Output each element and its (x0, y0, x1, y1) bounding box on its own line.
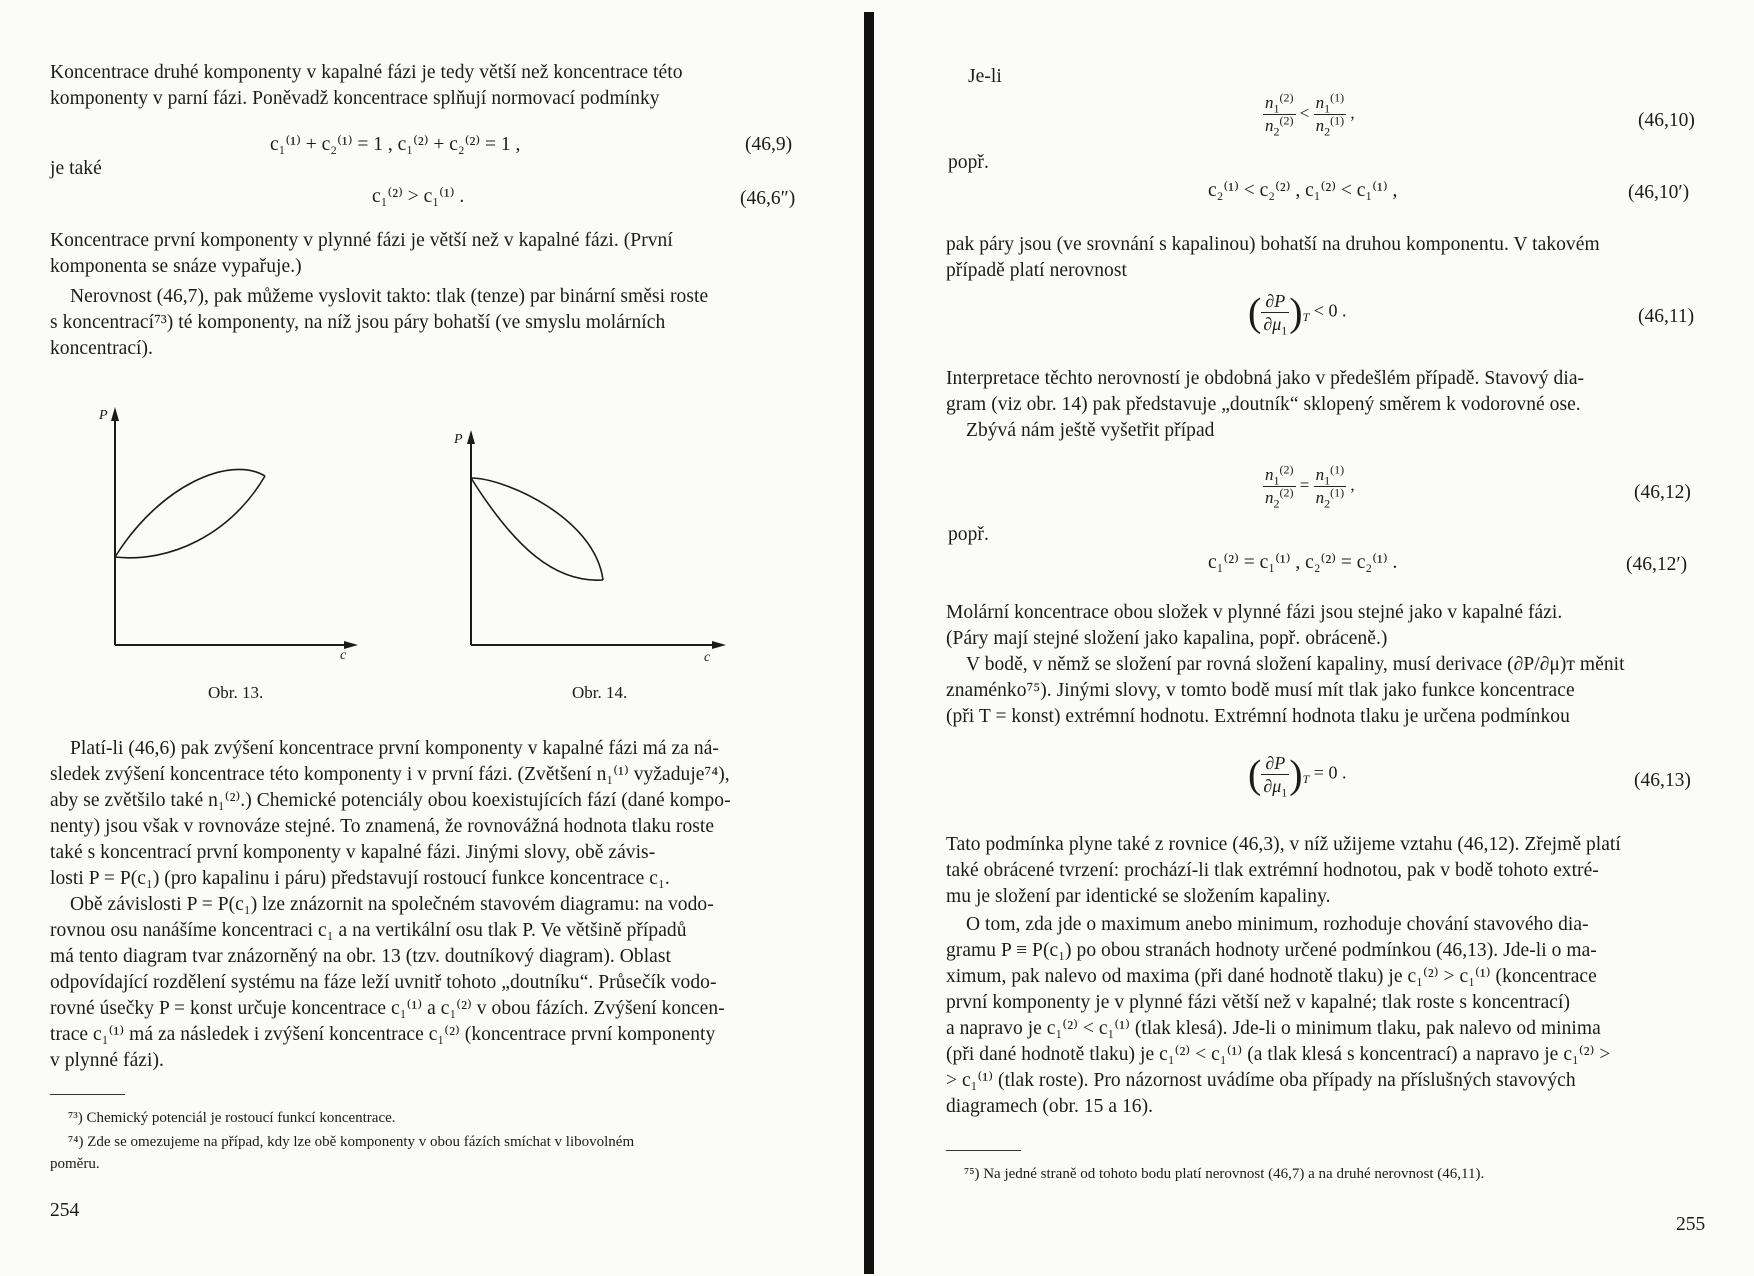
text-line: nenty) jsou však v rovnováze stejné. To znamená, že rovnovážná hodnota tlaku roste (50, 816, 715, 837)
text-line: také s koncentrací první komponenty v kapalné fázi. Jinými slovy, obě závis- (50, 842, 656, 863)
text-line: v plynné fázi). (50, 1050, 164, 1071)
c-axis-arrow (712, 641, 726, 649)
text-line: aby se zvětšilo také n₁⁽²⁾.) Chemické potenciály obou koexistujících fází (dané kompo- (50, 790, 731, 811)
right-page (878, 0, 1754, 1276)
figure-14-caption: Obr. 14. (572, 683, 628, 702)
equation-number: (46,12′) (1626, 554, 1688, 575)
rhs: = 0 . (1313, 762, 1347, 783)
text-line: a napravo je c₁⁽²⁾ < c₁⁽¹⁾ (tlak klesá). Jde-li o minimum tlaku, pak nalevo od minima (946, 1018, 1601, 1039)
text-line: Koncentrace první komponenty v plynné fázi je větší než v kapalné fázi. (První (50, 230, 673, 251)
text-line: (při T = konst) extrémní hodnotu. Extrémní hodnota tlaku je určena podmínkou (946, 706, 1570, 727)
equation-number: (46,12) (1634, 482, 1691, 503)
text-line: Platí-li (46,6) pak zvýšení koncentrace první komponenty v kapalné fázi má za ná- (70, 738, 719, 759)
text-line: ximum, pak nalevo od maxima (při dané hodnotě tlaku) je c₁⁽²⁾ > c₁⁽¹⁾ (koncentrace (946, 966, 1597, 987)
footnote-rule (946, 1150, 1021, 1151)
axis-label-p: P (454, 432, 463, 447)
text-line: Nerovnost (46,7), pak můžeme vyslovit takto: tlak (tenze) par binární směsi roste (70, 286, 709, 307)
text-line: V bodě, v němž se složení par rovná složení kapaliny, musí derivace (∂P/∂μ)ᴛ měnit (966, 654, 1625, 675)
equation-number: (46,13) (1634, 770, 1691, 791)
footnote-rule (50, 1094, 125, 1095)
text-line: popř. (948, 524, 989, 545)
equation-number: (46,9) (745, 134, 793, 155)
text-line: gramu P ≡ P(c₁) po obou stranách hodnoty určené podmínkou (46,13). Jde-li o ma- (946, 940, 1597, 961)
text-line: > c₁⁽¹⁾ (tlak roste). Pro názornost uvádíme oba případy na příslušných stavových (946, 1070, 1576, 1091)
text-line: s koncentrací⁷³) té komponenty, na níž jsou páry bohatší (ve smyslu molárních (50, 312, 666, 333)
p-axis-arrow (111, 407, 119, 421)
footnote-73: ⁷³) Chemický potenciál je rostoucí funkcí koncentrace. (68, 1110, 396, 1126)
equation-46-6pp: c₁⁽²⁾ > c₁⁽¹⁾ . (372, 186, 465, 207)
text-line: rovné úsečky P = konst určuje koncentrace c₁⁽¹⁾ a c₁⁽²⁾ v obou fázích. Zvýšení koncen- (50, 998, 725, 1019)
p-axis-arrow (467, 430, 475, 444)
equation-46-11: ( $\frac{\partial P}{\partial\mu_1}$ )$_T < 0$ . (1248, 289, 1347, 338)
footnote-75: ⁷⁵) Na jedné straně od tohoto bodu platí nerovnost (46,7) a na druhé nerovnost (46,11). (964, 1166, 1485, 1182)
text-line: Interpretace těchto nerovností je obdobná jako v předešlém případě. Stavový dia- (946, 368, 1585, 389)
axis-label-p: P (99, 408, 108, 423)
text-line: případě platí nerovnost (946, 260, 1127, 281)
upper-curve (471, 478, 603, 580)
text-line: O tom, zda jde o maximum anebo minimum, rozhoduje chování stavového dia- (966, 914, 1589, 935)
text-line: Obě závislosti P = P(c₁) lze znázornit na společném stavovém diagramu: na vodo- (70, 894, 714, 915)
equation-46-12p: c₁⁽²⁾ = c₁⁽¹⁾ , c₂⁽²⁾ = c₂⁽¹⁾ . (1208, 552, 1398, 573)
book-spine (864, 12, 874, 1274)
text-line: Je-li (968, 66, 1002, 87)
axis-label-c: c (340, 648, 347, 663)
equation-number: (46,10′) (1628, 182, 1690, 203)
text-line: odpovídající rozdělení systému na fáze leží uvnitř tohoto „doutníku“. Průsečík vodo- (50, 972, 717, 993)
text-line: první komponenty je v plynné fázi větší než v kapalné; tlak roste s koncentrací) (946, 992, 1571, 1013)
equation-number: (46,10) (1638, 110, 1695, 131)
footnote-74-cont: poměru. (50, 1156, 100, 1172)
text-line: (při dané hodnotě tlaku) je c₁⁽²⁾ < c₁⁽¹⁾ (a tlak klesá s koncentrací) a napravo je c₁⁽²⁾ > (946, 1044, 1611, 1065)
text-line: diagramech (obr. 15 a 16). (946, 1096, 1154, 1117)
text-line: Zbývá nám ještě vyšetřit případ (966, 420, 1215, 441)
equation-number: (46,6″) (740, 188, 796, 209)
rhs: < 0 . (1313, 300, 1347, 321)
page-number: 254 (50, 1200, 80, 1221)
lower-curve (471, 478, 603, 580)
text-line: Koncentrace druhé komponenty v kapalné fázi je tedy větší než koncentrace této (50, 62, 683, 83)
lower-curve (115, 476, 265, 558)
equation-number: (46,11) (1638, 306, 1695, 327)
text-line: trace c₁⁽¹⁾ má za následek i zvýšení koncentrace c₁⁽²⁾ (koncentrace první komponenty (50, 1024, 716, 1045)
footnote-74: ⁷⁴) Zde se omezujeme na případ, kdy lze obě komponenty v obou fázích smíchat v libovolném (68, 1134, 635, 1150)
text-line: koncentrací). (50, 338, 153, 359)
left-page (0, 0, 860, 1276)
equation-46-10: $\frac{n_1^{(2)}}{n_2^{(2)}}$ < $\frac{n_1^{(1)}}{n_2^{(1)}}$ , (1265, 90, 1355, 139)
text-line: (Páry mají stejné složení jako kapalina, popř. obráceně.) (946, 628, 1388, 649)
equation-46-12: $\frac{n_1^{(2)}}{n_2^{(2)}}$ = $\frac{n_1^{(1)}}{n_2^{(1)}}$ , (1265, 462, 1355, 511)
text-line: rovnou osu nanášíme koncentraci c₁ a na vertikální osu tlak P. Ve většině případů (50, 920, 687, 941)
text-line: sledek zvýšení koncentrace této komponenty i v první fázi. (Zvětšení n₁⁽¹⁾ vyžaduje⁷⁴), (50, 764, 730, 785)
page-number: 255 (1676, 1214, 1706, 1235)
text-line: komponenta se snáze vypařuje.) (50, 256, 302, 277)
figure-13-diagram (90, 405, 360, 670)
text-line: Molární koncentrace obou složek v plynné fázi jsou stejné jako v kapalné fázi. (946, 602, 1563, 623)
text-line: má tento diagram tvar znázorněný na obr. 13 (tzv. doutníkový diagram). Oblast (50, 946, 671, 967)
text-line: gram (viz obr. 14) pak představuje „doutník“ sklopený směrem k vodorovné ose. (946, 394, 1581, 415)
text-line: také obrácené tvrzení: prochází-li tlak extrémní hodnotou, pak v bodě tohoto extré- (946, 860, 1599, 881)
text-line: mu je složení par identické se složením kapaliny. (946, 886, 1331, 907)
text-line: pak páry jsou (ve srovnání s kapalinou) bohatší na druhou komponentu. V takovém (946, 234, 1600, 255)
text-line: popř. (948, 152, 989, 173)
text-line: je také (50, 158, 102, 179)
equation-46-9: c₁⁽¹⁾ + c₂⁽¹⁾ = 1 , c₁⁽²⁾ + c₂⁽²⁾ = 1 , (270, 134, 521, 155)
text-line: losti P = P(c₁) (pro kapalinu i páru) představují rostoucí funkce koncentrace c₁. (50, 868, 670, 889)
equation-46-10p: c₂⁽¹⁾ < c₂⁽²⁾ , c₁⁽²⁾ < c₁⁽¹⁾ , (1208, 180, 1398, 201)
axis-label-c: c (704, 650, 711, 665)
figure-13-caption: Obr. 13. (208, 683, 264, 702)
text-line: Tato podmínka plyne také z rovnice (46,3), v níž užijeme vztahu (46,12). Zřejmě platí (946, 834, 1621, 855)
text-line: komponenty v parní fázi. Poněvadž koncentrace splňují normovací podmínky (50, 88, 660, 109)
text-line: znaménko⁷⁵). Jinými slovy, v tomto bodě musí mít tlak jako funkce koncentrace (946, 680, 1575, 701)
figure-14-diagram (445, 428, 730, 668)
equation-46-13: ( $\frac{\partial P}{\partial\mu_1}$ )$_T = 0$ . (1248, 751, 1347, 800)
